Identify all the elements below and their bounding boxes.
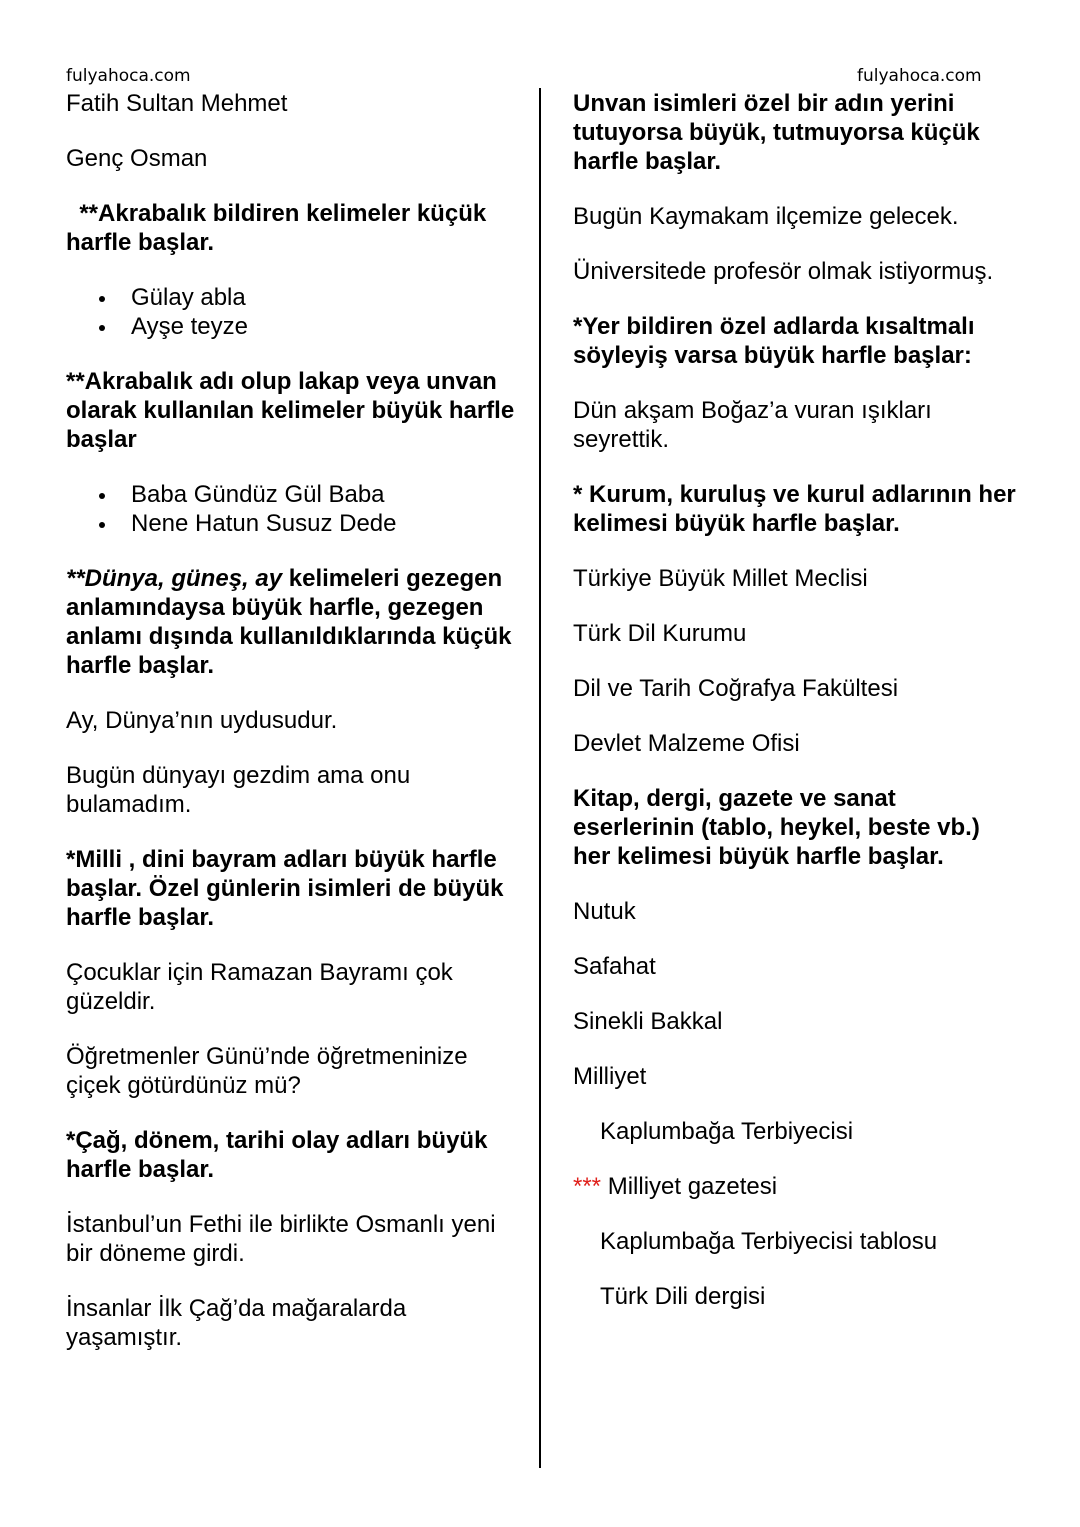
example-genc-osman: Genç Osman: [66, 145, 208, 172]
example-profesor: Üniversitede profesör olmak istiyormuş.: [573, 258, 994, 285]
rule-akrabalik: **Akrabalık bildiren kelimeler küçük harfle başlar.: [66, 200, 493, 256]
list-item: Ayşe teyze: [66, 312, 526, 341]
example-ay: Ay, Dünya’nın uydusudur.: [66, 707, 338, 734]
example-sinekli: Sinekli Bakkal: [573, 1008, 723, 1035]
rule-kitap: Kitap, dergi, gazete ve sanat eserlerinin (tablo, heykel, beste vb.) her kelimesi büyük harfle başlar.: [573, 785, 980, 870]
header-site-left: fulyahoca.com: [66, 66, 191, 86]
rule-kurum: * Kurum, kuruluş ve kurul adlarının her kelimesi büyük harfle başlar.: [573, 481, 1016, 537]
example-ramazan: Çocuklar için Ramazan Bayramı çok güzeldir.: [66, 959, 453, 1015]
example-istanbul: İstanbul’un Fethi ile birlikte Osmanlı yeni bir döneme girdi.: [66, 1211, 496, 1267]
example-safahat: Safahat: [573, 953, 656, 980]
list-item: Baba Gündüz Gül Baba: [66, 480, 526, 509]
note-milliyet: [573, 1172, 1023, 1201]
note-milliyet-text: Milliyet gazetesi: [601, 1173, 778, 1200]
column-divider: [539, 88, 541, 1468]
rule-dunya-rest: kelimeleri gezegen anlamındaysa büyük harfle, gezegen anlamı dışında kullanıldıklarında küçük harfle başlar.: [66, 565, 512, 679]
bullet-icon: [99, 522, 105, 528]
list-item: Gülay abla: [66, 283, 526, 312]
note-stars: ***: [573, 1173, 602, 1200]
example-bugun: Bugün dünyayı gezdim ama onu bulamadım.: [66, 762, 411, 818]
example-dmo: Devlet Malzeme Ofisi: [573, 730, 800, 757]
example-tbmm: Türkiye Büyük Millet Meclisi: [573, 565, 868, 592]
rule-dunya: [66, 564, 526, 680]
note-dergi: Türk Dili dergisi: [600, 1283, 766, 1310]
example-nutuk: Nutuk: [573, 898, 636, 925]
rule-yer: *Yer bildiren özel adlarda kısaltmalı söyleyiş varsa büyük harfle başlar:: [573, 313, 975, 369]
title-list: [66, 480, 526, 538]
example-tdk: Türk Dil Kurumu: [573, 620, 747, 647]
bullet-icon: [99, 296, 105, 302]
kinship-list: [66, 283, 526, 341]
rule-lakap: **Akrabalık adı olup lakap veya unvan olarak kullanılan kelimeler büyük harfle başlar: [66, 368, 515, 453]
header-site-right: fulyahoca.com: [857, 66, 982, 86]
rule-cag: *Çağ, dönem, tarihi olay adları büyük harfle başlar.: [66, 1127, 488, 1183]
rule-dunya-italic: **Dünya, güneş, ay: [66, 565, 283, 592]
list-item: Nene Hatun Susuz Dede: [66, 509, 526, 538]
example-insanlar: İnsanlar İlk Çağ’da mağaralarda yaşamıştır.: [66, 1295, 407, 1351]
example-dtcf: Dil ve Tarih Coğrafya Fakültesi: [573, 675, 899, 702]
example-milliyet: Milliyet: [573, 1063, 647, 1090]
rule-unvan: Unvan isimleri özel bir adın yerini tutuyorsa büyük, tutmuyorsa küçük harfle başlar.: [573, 90, 980, 175]
example-bogaz: Dün akşam Boğaz’a vuran ışıkları seyrettik.: [573, 397, 932, 453]
example-fatih: Fatih Sultan Mehmet: [66, 90, 288, 117]
bullet-icon: [99, 493, 105, 499]
note-tablo: Kaplumbağa Terbiyecisi tablosu: [600, 1228, 938, 1255]
left-column: [66, 89, 526, 1378]
rule-bayram: *Milli , dini bayram adları büyük harfle başlar. Özel günlerin isimleri de büyük harfle başlar.: [66, 846, 504, 931]
example-ogretmenler: Öğretmenler Günü’nde öğretmeninize çiçek götürdünüz mü?: [66, 1043, 468, 1099]
right-column: [573, 89, 1023, 1337]
bullet-icon: [99, 325, 105, 331]
example-kaymakam: Bugün Kaymakam ilçemize gelecek.: [573, 203, 959, 230]
example-kaplumbaga: Kaplumbağa Terbiyecisi: [600, 1118, 854, 1145]
